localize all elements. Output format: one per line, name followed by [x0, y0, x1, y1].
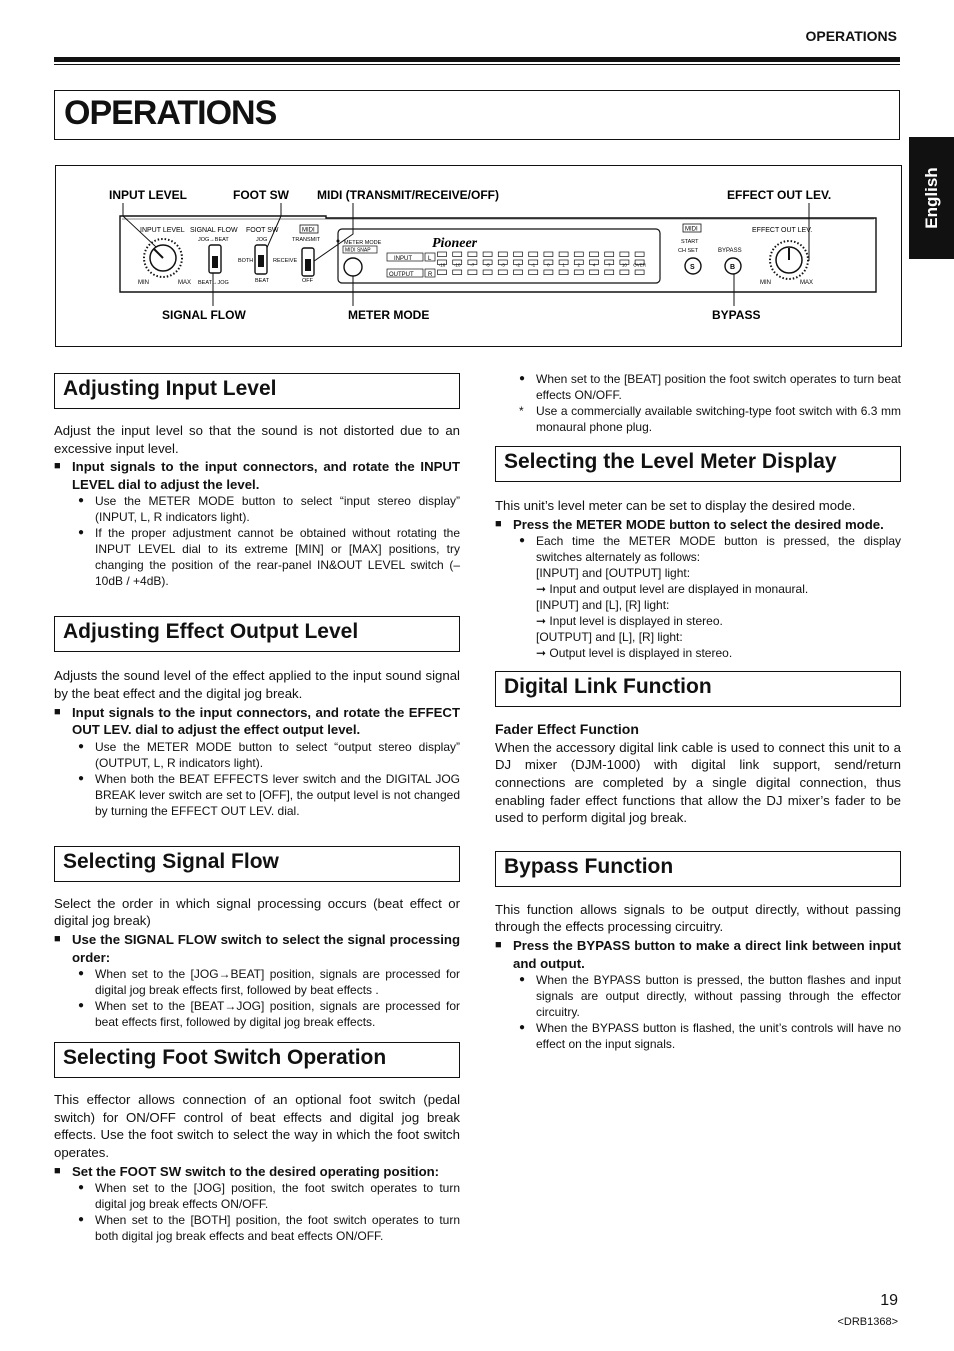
input-level-knob	[144, 239, 182, 277]
label-start: START	[681, 239, 699, 245]
section-heading-box	[54, 846, 460, 882]
label-midi-right: MIDI	[685, 226, 698, 233]
step-text: Press the BYPASS button to make a direct link between input and output.	[513, 937, 901, 971]
callout-input-level: INPUT LEVEL	[109, 188, 188, 202]
section-intro: This unit’s level meter can be set to display the desired mode.	[495, 498, 856, 513]
meter-led	[574, 252, 583, 257]
meter-led	[498, 252, 507, 257]
meter-led	[620, 252, 629, 257]
meter-led	[453, 270, 462, 275]
bullet: ● When set to the [BOTH] position, the foot switch operates to turn both digital jog break effects and beat effects ON/OFF.	[78, 1213, 460, 1244]
meter-led	[483, 252, 492, 257]
meter-mode-line: ➞ Input and output level are displayed in monaural.	[536, 582, 809, 597]
meter-mode-line: [OUTPUT] and [L], [R] light:	[536, 630, 683, 645]
bullet-text: When the BYPASS button is pressed, the button flashes and input signals are output directly, without passing through the effector circuitry.	[536, 973, 901, 1020]
header-rule	[54, 57, 900, 62]
callout-midi: MIDI (TRANSMIT/RECEIVE/OFF)	[317, 188, 499, 202]
meter-led	[559, 270, 568, 275]
step-text: Set the FOOT SW switch to the desired operating position:	[72, 1163, 440, 1179]
step-text: Press the METER MODE button to select the desired mode.	[513, 516, 884, 532]
meter-led	[483, 270, 492, 275]
label-min-right: MIN	[760, 280, 771, 286]
section-heading-box	[495, 671, 901, 707]
meter-led	[574, 270, 583, 275]
meter-scale-label: 2	[577, 262, 581, 268]
meter-mode-line: [INPUT] and [OUTPUT] light:	[536, 566, 691, 581]
meter-led	[605, 270, 614, 275]
bullet-text: Each time the METER MODE button is pressed, the display switches alternately as follows:	[536, 534, 901, 565]
bullet-text: When set to the [BOTH] position, the foot switch operates to turn both digital jog break effects and beat effects ON/OFF.	[95, 1213, 460, 1244]
step: ■ Input signals to the input connectors, and rotate the EFFECT OUT LEV. dial to adjust the effect output level.	[54, 704, 460, 738]
meter-scale-label: -10	[453, 262, 461, 268]
right-column	[495, 371, 901, 1052]
label-ch-set: CH SET	[678, 248, 699, 254]
meter-led	[468, 252, 477, 257]
label-output: OUTPUT	[389, 272, 414, 278]
label-both: BOTH	[238, 258, 254, 264]
bullet-text: When the BYPASS button is flashed, the unit’s controls will have no effect on the input signals.	[536, 1021, 901, 1052]
left-column	[54, 373, 460, 1244]
bullet: ● When the BYPASS button is pressed, the button flashes and input signals are output directly, without passing through the effector circuitry.	[519, 973, 901, 1020]
bullet-text: When both the BEAT EFFECTS lever switch and the DIGITAL JOG BREAK lever switch are set to [OFF], the output level is not changed by turning the EFFECT OUT LEV. dial.	[95, 771, 460, 818]
bullet-text: Use the METER MODE button to select “input stereo display” (INPUT, L, R indicators light).	[95, 494, 460, 525]
meter-scale-label: 10	[621, 262, 627, 268]
bullet-text: If the proper adjustment cannot be obtained without rotating the INPUT LEVEL dial to its extreme [MIN] or [MAX] positions, try changing the position of the rear-panel IN&OUT LEVEL switch (–10dB / +4dB).	[95, 526, 460, 589]
label-max-right: MAX	[800, 280, 814, 286]
section-heading: Adjusting Input Level	[63, 377, 277, 400]
signal-flow-lever	[212, 256, 218, 268]
label-jog-beat: JOG→BEAT	[198, 237, 229, 243]
label-midi-snap: MIDI SNAP	[345, 247, 371, 254]
bullet: ● When set to the [JOG] position, the foot switch operates to turn digital jog break effects ON/OFF.	[78, 1181, 460, 1212]
step-text: Use the SIGNAL FLOW switch to select the signal processing order:	[72, 931, 460, 965]
callout-bypass: BYPASS	[712, 308, 761, 322]
meter-display-frame	[338, 229, 660, 283]
meter-led	[438, 252, 447, 257]
label-max: MAX	[178, 280, 192, 286]
bullet-text: When set to the [BEAT] position the foot switch operates to turn beat effects ON/OFF.	[536, 372, 901, 402]
section-intro: Adjust the input level so that the sound is not distorted due to an excessive input level.	[54, 423, 460, 456]
meter-scale-label: 7	[607, 262, 611, 268]
step: ■ Set the FOOT SW switch to the desired operating position:	[54, 1163, 460, 1181]
bullet: ● When set to the [JOG→BEAT] position, signals are processed for digital jog break effects first, followed by beat effects .	[78, 967, 460, 998]
label-s: S	[690, 264, 695, 271]
meter-led	[453, 252, 462, 257]
meter-led	[620, 270, 629, 275]
label-meter-mode: METER MODE	[344, 240, 382, 246]
section-intro: Select the order in which signal processing occurs (beat effect or digital jog break)	[54, 895, 460, 929]
section-heading: Selecting Signal Flow	[63, 849, 279, 873]
header-rule-thin	[54, 64, 900, 65]
bullet: ● Use the METER MODE button to select “output stereo display” (OUTPUT, L, R indicators light).	[78, 739, 460, 770]
bullet: ● Each time the METER MODE button is pressed, the display switches alternately as follows:	[519, 534, 901, 565]
label-foot-sw: FOOT SW	[246, 227, 279, 234]
footnote-mark: *	[519, 404, 524, 418]
label-transmit: TRANSMIT	[292, 237, 321, 243]
step-text: Input signals to the input connectors, and rotate the INPUT LEVEL dial to adjust the level.	[72, 459, 460, 492]
page-title-box	[54, 90, 900, 140]
section-heading: Selecting the Level Meter Display	[504, 450, 837, 473]
label-receive: RECEIVE	[273, 258, 298, 264]
label-bypass: BYPASS	[718, 248, 742, 254]
meter-led	[514, 252, 523, 257]
section-heading-box	[495, 446, 901, 482]
meter-led	[514, 270, 523, 275]
meter-led	[559, 252, 568, 257]
bullet-text: Use the METER MODE button to select “output stereo display” (OUTPUT, L, R indicators light).	[95, 739, 460, 770]
subheading: Fader Effect Function	[495, 721, 639, 738]
language-tab	[909, 137, 954, 259]
label-input: INPUT	[394, 256, 412, 262]
page-number: 19	[880, 1292, 898, 1309]
label-effect-out-lev: EFFECT OUT LEV.	[752, 227, 813, 234]
page-title: OPERATIONS	[64, 94, 277, 132]
section-heading: Selecting Foot Switch Operation	[63, 1046, 387, 1070]
meter-led	[468, 270, 477, 275]
meter-mode-button	[344, 258, 362, 276]
meter-scale-label: 0	[547, 262, 550, 268]
meter-led	[529, 270, 538, 275]
brand-logo: Pioneer	[432, 236, 478, 251]
label-jog: JOG	[256, 237, 268, 243]
callout-signal-flow: SIGNAL FLOW	[162, 308, 246, 322]
label-b: B	[730, 264, 736, 271]
document-code: <DRB1368>	[837, 1316, 898, 1328]
section-heading-box	[495, 851, 901, 887]
callout-effect-out-lev: EFFECT OUT LEV.	[727, 188, 832, 202]
meter-scale-label: -5	[485, 262, 490, 268]
meter-led-rows	[438, 252, 645, 275]
section-heading-box	[54, 373, 460, 409]
bullet: ● When the BYPASS button is flashed, the unit’s controls will have no effect on the input signals.	[519, 1021, 901, 1052]
meter-scale-label: 4	[592, 262, 596, 268]
step: ■ Input signals to the input connectors, and rotate the INPUT LEVEL dial to adjust the level.	[54, 459, 460, 492]
meter-scale-label: -3	[500, 262, 505, 268]
meter-scale-label: -7	[470, 262, 475, 268]
meter-led	[438, 270, 447, 275]
callout-foot-sw: FOOT SW	[233, 188, 289, 202]
midi-lever	[305, 259, 311, 271]
section-intro: This effector allows connection of an optional foot switch (pedal switch) for ON/OFF control of beat effects and digital jog break effects. Use the foot switch to select the way in which the foot switch operates.	[54, 1092, 460, 1160]
bullet: ● When both the BEAT EFFECTS lever switch and the DIGITAL JOG BREAK lever switch are set to [OFF], the output level is not changed by turning the EFFECT OUT LEV. dial.	[78, 771, 460, 818]
step: ■ Press the BYPASS button to make a direct link between input and output.	[495, 937, 901, 971]
header-section-label: OPERATIONS	[805, 28, 897, 44]
meter-scale-label: -1	[531, 262, 536, 268]
section-intro: This function allows signals to be output directly, without passing through the effects processing circuitry.	[495, 901, 901, 935]
meter-mode-line: ➞ Output level is displayed in stereo.	[536, 646, 733, 661]
meter-led	[605, 252, 614, 257]
meter-led	[635, 252, 644, 257]
section-heading: Bypass Function	[504, 854, 674, 878]
label-l: L	[428, 256, 432, 262]
step: ■ Press the METER MODE button to select the desired mode.	[495, 516, 901, 534]
label-beat: BEAT	[255, 278, 269, 284]
meter-led	[544, 270, 553, 275]
meter-led	[635, 270, 644, 275]
bullet: ● When set to the [BEAT] position the foot switch operates to turn beat effects ON/OFF.	[519, 372, 901, 402]
section-heading: Adjusting Effect Output Level	[63, 620, 359, 644]
label-midi: MIDI	[302, 227, 315, 234]
bullet-text: When set to the [BEAT→JOG] position, signals are processed for beat effects first, followed by digital jog break effects.	[95, 999, 460, 1030]
step: ■ Use the SIGNAL FLOW switch to select the signal processing order:	[54, 931, 460, 965]
label-off: OFF	[302, 278, 313, 284]
meter-led	[544, 252, 553, 257]
section-body: When the accessory digital link cable is used to connect this unit to a DJ mixer (DJM-1000) with digital link support, send/return connections are completed by a single digital connection, thus enabling fader effect functions that allow the DJ mixer’s fader to be used to perform digital jog break.	[495, 739, 901, 826]
bullet: ● When set to the [BEAT→JOG] position, signals are processed for beat effects first, followed by digital jog break effects.	[78, 999, 460, 1030]
label-r: R	[428, 272, 433, 278]
effect-out-lev-knob	[770, 241, 808, 279]
meter-scale-label: -16	[438, 262, 446, 268]
meter-scale-label: 1	[562, 262, 565, 268]
label-min: MIN	[138, 280, 149, 286]
label-input-level: INPUT LEVEL	[140, 227, 185, 234]
front-panel-diagram	[56, 166, 899, 344]
meter-led	[590, 252, 599, 257]
bullet-text: When set to the [JOG→BEAT] position, signals are processed for digital jog break effects first, followed by beat effects .	[95, 967, 460, 998]
step-text: Input signals to the input connectors, and rotate the EFFECT OUT LEV. dial to adjust the effect output level.	[72, 704, 460, 738]
footnote-text: Use a commercially available switching-type foot switch with 6.3 mm monaural phone plug.	[536, 404, 901, 434]
meter-led	[529, 252, 538, 257]
bullet-text: When set to the [JOG] position, the foot switch operates to turn digital jog break effects ON/OFF.	[95, 1181, 460, 1212]
meter-mode-dot	[337, 240, 340, 243]
meter-led	[590, 270, 599, 275]
meter-scale-label: OVER	[633, 262, 646, 268]
meter-mode-line: [INPUT] and [L], [R] light:	[536, 598, 670, 613]
section-heading-box	[54, 616, 460, 652]
callout-meter-mode: METER MODE	[348, 308, 430, 322]
foot-sw-lever	[258, 255, 264, 267]
label-signal-flow: SIGNAL FLOW	[190, 227, 238, 234]
label-beat-jog: BEAT→JOG	[198, 280, 229, 286]
footnote	[519, 403, 901, 435]
section-heading: Digital Link Function	[504, 675, 712, 699]
section-heading-box	[54, 1042, 460, 1078]
meter-mode-line: ➞ Input level is displayed in stereo.	[536, 614, 723, 629]
meter-scale-label: -2	[515, 262, 521, 268]
meter-led	[498, 270, 507, 275]
section-intro: Adjusts the sound level of the effect applied to the input sound signal by the beat effect and the digital jog break.	[54, 668, 460, 701]
language-tab-label: English	[922, 167, 941, 229]
bullet: ● If the proper adjustment cannot be obtained without rotating the INPUT LEVEL dial to its extreme [MIN] or [MAX] positions, try changing the position of the rear-panel IN&OUT LEVEL switch (–10dB / +4dB).	[78, 526, 460, 589]
bullet: ● Use the METER MODE button to select “input stereo display” (INPUT, L, R indicators light).	[78, 494, 460, 525]
meter-scale	[439, 263, 647, 268]
